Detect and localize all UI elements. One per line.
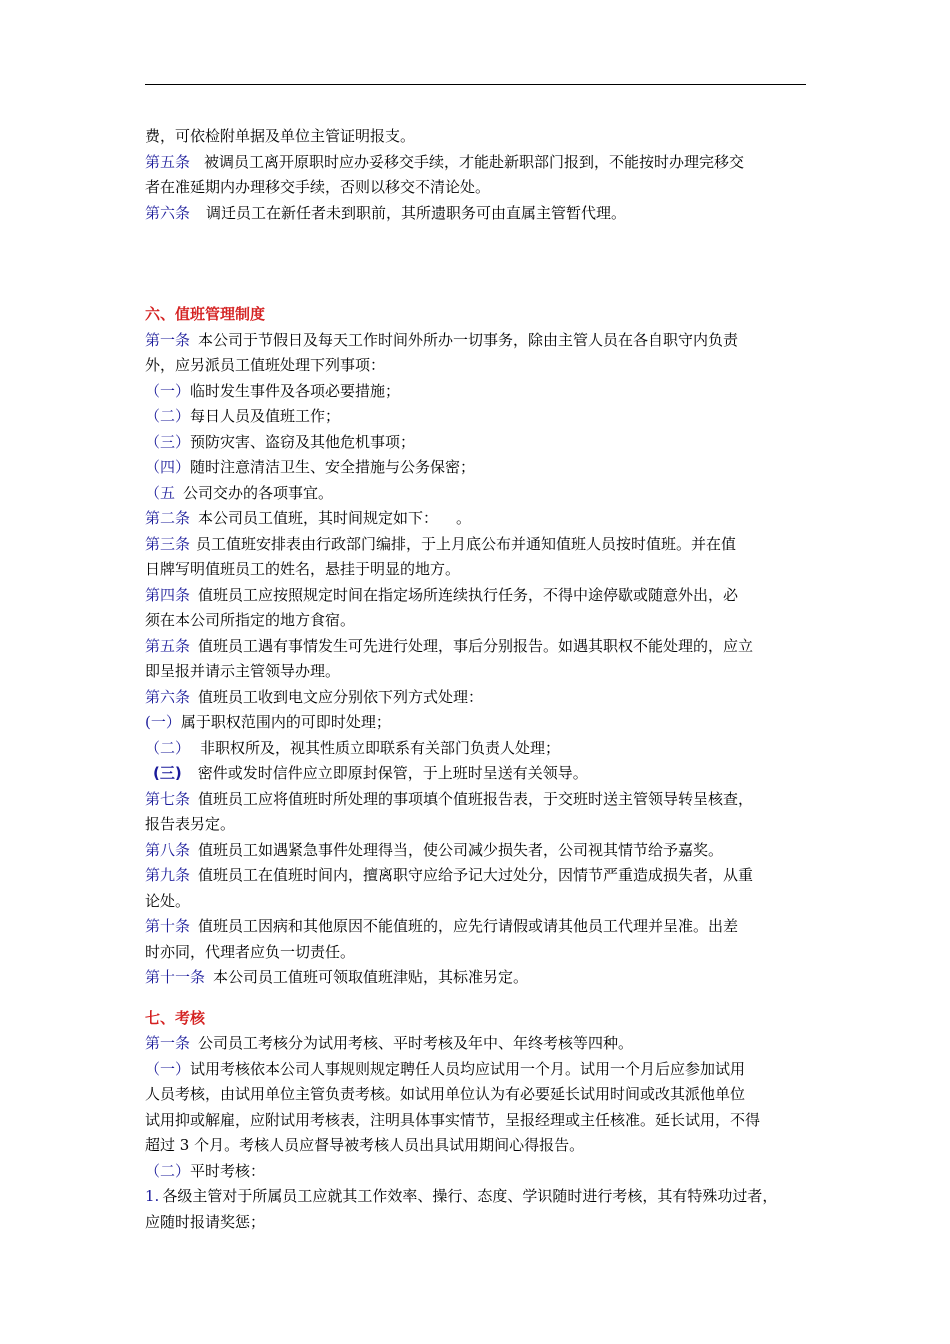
list-label: (一） (145, 713, 181, 731)
list-text: 公司交办的各项事宜。 (183, 483, 334, 502)
text: 须在本公司所指定的地方食宿。 (145, 611, 356, 629)
article (145, 1031, 815, 1057)
text: 日牌写明值班员工的姓名，悬挂于明显的地方。 (145, 560, 461, 578)
paragraph (145, 608, 815, 634)
article-text: 本公司于节假日及每天工作时间外所办一切事务，除由主管人员在各自职守内负责 (198, 330, 739, 349)
list-text: 属于职权范围内的可即时处理； (180, 713, 391, 731)
paragraph (145, 659, 815, 685)
article-text: 值班员工应将值班时所处理的事项填个值班报告表，于交班时送主管领导转呈核查， (198, 789, 754, 808)
paragraph (145, 940, 815, 966)
article-text: 被调员工离开原职时应办妥移交手续，才能赴新职部门报到，不能按时办理完移交 (204, 152, 745, 171)
paragraph (145, 1210, 815, 1236)
article-label: 第五条 (145, 636, 191, 655)
article-label: 第四条 (145, 585, 191, 604)
list-label: 1. (145, 1187, 160, 1205)
article (145, 583, 815, 609)
article-label: 第一条 (145, 330, 191, 349)
article (145, 328, 815, 354)
paragraph (145, 1133, 815, 1159)
list-label: （五 (145, 483, 176, 502)
header-rule (145, 84, 806, 85)
list-text: 随时注意清洁卫生、安全措施与公务保密； (190, 458, 476, 476)
article-label: 第五条 (145, 152, 191, 171)
paragraph (145, 812, 815, 838)
document-body (145, 124, 815, 1235)
article-text: 本公司员工值班可领取值班津贴，其标准另定。 (213, 968, 529, 986)
text: 即呈报并请示主管领导办理。 (145, 662, 341, 680)
list-text: 平时考核： (190, 1161, 266, 1180)
list-item (145, 761, 815, 787)
list-label: （三） (145, 432, 191, 451)
paragraph (145, 175, 815, 201)
list-text: 各级主管对于所属员工应就其工作效率、操行、态度、学识随时进行考核，其有特殊功过者， (162, 1187, 778, 1205)
list-item (145, 455, 815, 481)
list-item (145, 379, 815, 405)
article (145, 685, 815, 711)
text: 论处。 (145, 891, 191, 910)
text: 应随时报请奖惩； (145, 1212, 266, 1231)
article (145, 150, 815, 176)
list-item (145, 481, 815, 507)
article (145, 634, 815, 660)
list-label: （二） (145, 407, 191, 425)
article (145, 838, 815, 864)
paragraph (145, 557, 815, 583)
list-label: （四） (145, 458, 191, 476)
article-text: 公司员工考核分为试用考核、平时考核及年中、年终考核等四种。 (198, 1034, 634, 1052)
article (145, 787, 815, 813)
article-text: 值班员工收到电文应分别依下列方式处理： (198, 687, 484, 706)
article-text: 值班员工在值班时间内，擅离职守应给予记大过处分，因情节严重造成损失者，从重 (198, 866, 754, 884)
list-text: 密件或发时信件应立即原封保管，于上班时呈送有关领导。 (197, 764, 588, 782)
article (145, 532, 815, 558)
article-label: 第十一条 (145, 968, 206, 986)
paragraph (145, 889, 815, 915)
text: 报告表另定。 (145, 815, 236, 833)
article (145, 965, 815, 991)
article-label: 第十条 (145, 917, 191, 935)
list-item (145, 1159, 815, 1185)
section-heading: 七、考核 (145, 1008, 206, 1027)
list-label: (三) (153, 764, 182, 782)
article-label: 第七条 (145, 789, 191, 808)
list-text: 每日人员及值班工作； (190, 407, 341, 425)
article (145, 506, 815, 532)
article (145, 863, 815, 889)
list-item (145, 1057, 815, 1083)
list-item (145, 710, 815, 736)
text: 外，应另派员工值班处理下列事项： (145, 356, 386, 374)
list-text: 试用考核依本公司人事规则规定聘任人员均应试用一个月。试用一个月后应参加试用 (190, 1059, 746, 1078)
list-label: （二） (145, 1161, 191, 1180)
article-text: 本公司员工值班，其时间规定如下： (198, 509, 439, 527)
paragraph (145, 353, 815, 379)
list-text: 临时发生事件及各项必要措施； (190, 381, 401, 400)
article-label: 第六条 (145, 203, 191, 222)
text: 试用抑或解雇，应附试用考核表，注明具体事实情节，呈报经理或主任核准。延长试用，不得 (145, 1110, 761, 1129)
text: 费，可依检附单据及单位主管证明报支。 (145, 127, 416, 145)
paragraph (145, 124, 815, 150)
text: 时亦同，代理者应负一切责任。 (145, 942, 356, 961)
text: 人员考核，由试用单位主管负责考核。如试用单位认为有必要延长试用时间或改其派他单位 (145, 1085, 746, 1103)
article (145, 914, 815, 940)
article (145, 201, 815, 227)
section-heading: 六、值班管理制度 (145, 305, 266, 323)
article-text: 值班员工应按照规定时间在指定场所连续执行任务，不得中途停歇或随意外出，必 (198, 585, 739, 604)
paragraph (145, 1108, 815, 1134)
article-label: 第八条 (145, 840, 191, 859)
article-text: 员工值班安排表由行政部门编排，于上月底公布并通知值班人员按时值班。并在值 (196, 534, 737, 553)
list-item (145, 736, 815, 762)
list-label: （一） (145, 1059, 191, 1078)
article-label: 第三条 (145, 534, 191, 553)
article-text: 值班员工因病和其他原因不能值班的，应先行请假或请其他员工代理并呈准。出差 (198, 917, 739, 935)
article-text: 值班员工遇有事情发生可先进行处理，事后分别报告。如遇其职权不能处理的，应立 (198, 636, 754, 655)
list-item (145, 1184, 815, 1210)
article-label: 第二条 (145, 509, 191, 527)
article-text: 值班员工如遇紧急事件处理得当，使公司减少损失者，公司视其情节给予嘉奖。 (198, 840, 724, 859)
article-label: 第一条 (145, 1034, 191, 1052)
article-text: 调迁员工在新任者未到职前，其所遗职务可由直属主管暂代理。 (206, 203, 627, 222)
paragraph (145, 1082, 815, 1108)
article-label: 第九条 (145, 866, 191, 884)
list-label: （一） (145, 381, 191, 400)
list-text: 预防灾害、盗窃及其他危机事项； (190, 432, 416, 451)
text: 者在准延期内办理移交手续，否则以移交不清论处。 (145, 178, 491, 196)
text: 超过 3 个月。考核人员应督导被考核人员出具试用期间心得报告。 (145, 1136, 585, 1154)
list-item (145, 404, 815, 430)
article-label: 第六条 (145, 687, 191, 706)
list-item (145, 430, 815, 456)
list-text: 非职权所及，视其性质立即联系有关部门负责人处理； (200, 738, 561, 757)
article-tail: 。 (456, 509, 472, 527)
list-label: （二） (145, 738, 191, 757)
